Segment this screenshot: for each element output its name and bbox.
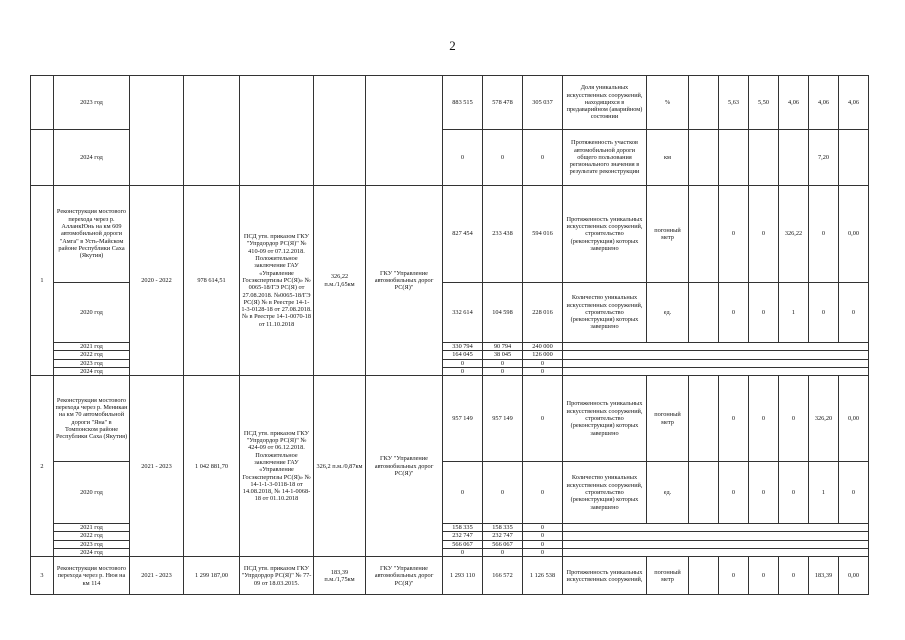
value-2024: 0,00 <box>839 186 869 283</box>
value-2023: 183,39 <box>809 557 839 595</box>
total-cell: 1 293 110 <box>443 557 483 595</box>
year-cell: 2024 год <box>54 367 130 375</box>
empty-cell <box>563 540 869 548</box>
indicator-cell: Протяженность уникальных искусственных сооружений, строительство (реконструкция) которых завершено <box>563 186 647 283</box>
fed-cell: 957 149 <box>483 376 523 462</box>
fed-cell: 166 572 <box>483 557 523 595</box>
value-2020: 0 <box>719 557 749 595</box>
reg-cell: 1 126 538 <box>523 557 563 595</box>
year-cell: 2020 год <box>54 462 130 524</box>
year-cell: 2023 год <box>54 540 130 548</box>
value-2021: 0 <box>749 186 779 283</box>
cost-cell: 1 042 881,70 <box>184 376 240 557</box>
num-cell: 3 <box>31 557 54 595</box>
empty-cell <box>563 524 869 532</box>
value-2024: 0,00 <box>839 376 869 462</box>
value-2023: 0 <box>809 283 839 343</box>
value-2020: 0 <box>719 376 749 462</box>
value-2020: 5,63 <box>719 76 749 130</box>
total-cell: 330 794 <box>443 343 483 351</box>
value-2023: 4,06 <box>809 76 839 130</box>
value-2021: 0 <box>749 283 779 343</box>
unit-cell: погонный метр <box>647 376 689 462</box>
reg-cell: 0 <box>523 462 563 524</box>
num-cell <box>31 130 54 186</box>
reg-cell: 0 <box>523 524 563 532</box>
total-cell: 827 454 <box>443 186 483 283</box>
reg-cell: 0 <box>523 376 563 462</box>
empty-cell <box>563 359 869 367</box>
base-cell <box>689 557 719 595</box>
num-cell <box>31 76 54 130</box>
fed-cell: 0 <box>483 359 523 367</box>
year-cell: 2022 год <box>54 532 130 540</box>
unit-cell: ед. <box>647 462 689 524</box>
docs-cell: ПСД утв. приказом ГКУ "Упрдордор РС(Я)" № 424-09 от 06.12.2018. Положительное заключение ГАУ «Управление Госэкспертизы РС(Я)» № 14-1-1-3-0118-18 от 14.08.2018, № 14-1-0068-18 от 01.10.2018 <box>240 376 314 557</box>
total-cell: 957 149 <box>443 376 483 462</box>
reg-cell: 594 016 <box>523 186 563 283</box>
cost-cell: 1 299 187,00 <box>184 557 240 595</box>
total-cell: 158 335 <box>443 524 483 532</box>
fed-cell: 104 598 <box>483 283 523 343</box>
table-row <box>31 557 869 595</box>
fed-cell: 578 478 <box>483 76 523 130</box>
indicator-cell: Доля уникальных искусственных сооружений, находящихся в предаварийном (аварийном) состоянии <box>563 76 647 130</box>
docs-cell <box>240 76 314 186</box>
total-cell: 566 067 <box>443 540 483 548</box>
fed-cell: 233 438 <box>483 186 523 283</box>
year-cell: 2020 год <box>54 283 130 343</box>
value-2021: 0 <box>749 376 779 462</box>
period-cell: 2021 - 2023 <box>130 376 184 557</box>
reg-cell: 0 <box>523 540 563 548</box>
fed-cell: 0 <box>483 549 523 557</box>
year-cell: 2021 год <box>54 343 130 351</box>
value-2021: 0 <box>749 462 779 524</box>
indicator-cell: Протяженность уникальных искусственных сооружений, строительство (реконструкция) которых завершено <box>563 376 647 462</box>
indicator-cell: Количество уникальных искусственных сооружений, строительство (реконструкция) которых завершено <box>563 462 647 524</box>
reg-cell: 0 <box>523 359 563 367</box>
value-2022: 0 <box>779 557 809 595</box>
unit-cell: % <box>647 76 689 130</box>
object-name-cell: Реконструкция мостового перехода через р. АлланкЮнь на км 609 автомобильной дороги "Амга" в Усть-Майском районе Республики Саха (Якутия) <box>54 186 130 283</box>
indicator-cell: Количество уникальных искусственных сооружений, строительство (реконструкция) которых завершено <box>563 283 647 343</box>
table-row <box>31 376 869 462</box>
value-2021: 5,50 <box>749 76 779 130</box>
capacity-cell: 183,39 п.м./1,75км <box>314 557 366 595</box>
value-2020: 0 <box>719 462 749 524</box>
num-cell: 1 <box>31 186 54 376</box>
customer-cell: ГКУ "Управление автомобильных дорог РС(Я)" <box>366 376 443 557</box>
year-cell: 2022 год <box>54 351 130 359</box>
num-cell: 2 <box>31 376 54 557</box>
fed-cell: 158 335 <box>483 524 523 532</box>
total-cell: 0 <box>443 367 483 375</box>
docs-cell: ПСД утв. приказом ГКУ "Упрдордор РС(Я)" № 77-09 от 18.03.2015. <box>240 557 314 595</box>
value-2024: 0,00 <box>839 557 869 595</box>
value-2022: 326,22 <box>779 186 809 283</box>
value-2021: 0 <box>749 557 779 595</box>
total-cell: 232 747 <box>443 532 483 540</box>
year-cell: 2021 год <box>54 524 130 532</box>
object-name-cell: Реконструкция мостового перехода через р. Нюя на км 114 <box>54 557 130 595</box>
base-cell <box>689 76 719 130</box>
base-cell <box>689 376 719 462</box>
value-2024: 0 <box>839 462 869 524</box>
capacity-cell <box>314 76 366 186</box>
reg-cell: 0 <box>523 130 563 186</box>
fed-cell: 566 067 <box>483 540 523 548</box>
period-cell: 2020 - 2022 <box>130 186 184 376</box>
value-2020 <box>719 130 749 186</box>
year-cell: 2024 год <box>54 549 130 557</box>
value-2021 <box>749 130 779 186</box>
fed-cell: 0 <box>483 130 523 186</box>
value-2023: 326,20 <box>809 376 839 462</box>
base-cell <box>689 130 719 186</box>
value-2023: 1 <box>809 462 839 524</box>
table-row <box>31 186 869 283</box>
total-cell: 164 045 <box>443 351 483 359</box>
customer-cell: ГКУ "Управление автомобильных дорог РС(Я)" <box>366 557 443 595</box>
program-table <box>30 75 869 595</box>
empty-cell <box>563 549 869 557</box>
empty-cell <box>563 367 869 375</box>
fed-cell: 0 <box>483 367 523 375</box>
value-2022 <box>779 130 809 186</box>
reg-cell: 0 <box>523 532 563 540</box>
reg-cell: 305 037 <box>523 76 563 130</box>
capacity-cell: 326,22 п.м./1,65км <box>314 186 366 376</box>
fed-cell: 38 045 <box>483 351 523 359</box>
empty-cell <box>563 351 869 359</box>
customer-cell: ГКУ "Управление автомобильных дорог РС(Я)" <box>366 186 443 376</box>
value-2024: 0 <box>839 283 869 343</box>
value-2022: 4,06 <box>779 76 809 130</box>
unit-cell: погонный метр <box>647 557 689 595</box>
value-2023: 0 <box>809 186 839 283</box>
customer-cell <box>366 76 443 186</box>
period-cell <box>130 76 184 186</box>
docs-cell: ПСД утв. приказом ГКУ "Упрдордор РС(Я)" № 410-09 от 07.12.2018. Положительное заключение ГАУ «Управление Госэкспертизы РС(Я)» № 0065-18/ГЭ РС(Я) от 27.08.2018. №0065-18/ГЭ РС(Я) № в Реестре 14-1-1-3-0128-18 от 27.08.2018. № в Реестре 14-1-0070-18 от 11.10.2018 <box>240 186 314 376</box>
reg-cell: 0 <box>523 549 563 557</box>
capacity-cell: 326,2 п.м./0,87км <box>314 376 366 557</box>
total-cell: 0 <box>443 130 483 186</box>
reg-cell: 240 000 <box>523 343 563 351</box>
value-2022: 0 <box>779 462 809 524</box>
cost-cell <box>184 76 240 186</box>
base-cell <box>689 462 719 524</box>
value-2023: 7,20 <box>809 130 839 186</box>
reg-cell: 228 016 <box>523 283 563 343</box>
object-name-cell: Реконструкция мостового перехода через р. Меникан на км 70 автомобильной дороги "Яна" в Томпонском районе Республики Саха (Якутия) <box>54 376 130 462</box>
indicator-cell: Протяженность уникальных искусственных сооружений, <box>563 557 647 595</box>
empty-cell <box>563 532 869 540</box>
period-cell: 2021 - 2023 <box>130 557 184 595</box>
table-row <box>31 76 869 130</box>
fed-cell: 90 794 <box>483 343 523 351</box>
unit-cell: км <box>647 130 689 186</box>
total-cell: 0 <box>443 549 483 557</box>
value-2024: 4,06 <box>839 76 869 130</box>
total-cell: 883 515 <box>443 76 483 130</box>
page-number: 2 <box>449 38 456 53</box>
year-cell: 2023 год <box>54 359 130 367</box>
cost-cell: 978 614,51 <box>184 186 240 376</box>
reg-cell: 0 <box>523 367 563 375</box>
value-2022: 0 <box>779 376 809 462</box>
year-cell: 2024 год <box>54 130 130 186</box>
value-2024 <box>839 130 869 186</box>
reg-cell: 126 000 <box>523 351 563 359</box>
value-2020: 0 <box>719 283 749 343</box>
value-2020: 0 <box>719 186 749 283</box>
value-2022: 1 <box>779 283 809 343</box>
year-cell: 2023 год <box>54 76 130 130</box>
total-cell: 0 <box>443 359 483 367</box>
empty-cell <box>563 343 869 351</box>
total-cell: 0 <box>443 462 483 524</box>
total-cell: 332 614 <box>443 283 483 343</box>
unit-cell: ед. <box>647 283 689 343</box>
indicator-cell: Протяженность участков автомобильной дороги общего пользования регионального значения в результате реконструкции <box>563 130 647 186</box>
base-cell <box>689 283 719 343</box>
fed-cell: 232 747 <box>483 532 523 540</box>
unit-cell: погонный метр <box>647 186 689 283</box>
fed-cell: 0 <box>483 462 523 524</box>
base-cell <box>689 186 719 283</box>
